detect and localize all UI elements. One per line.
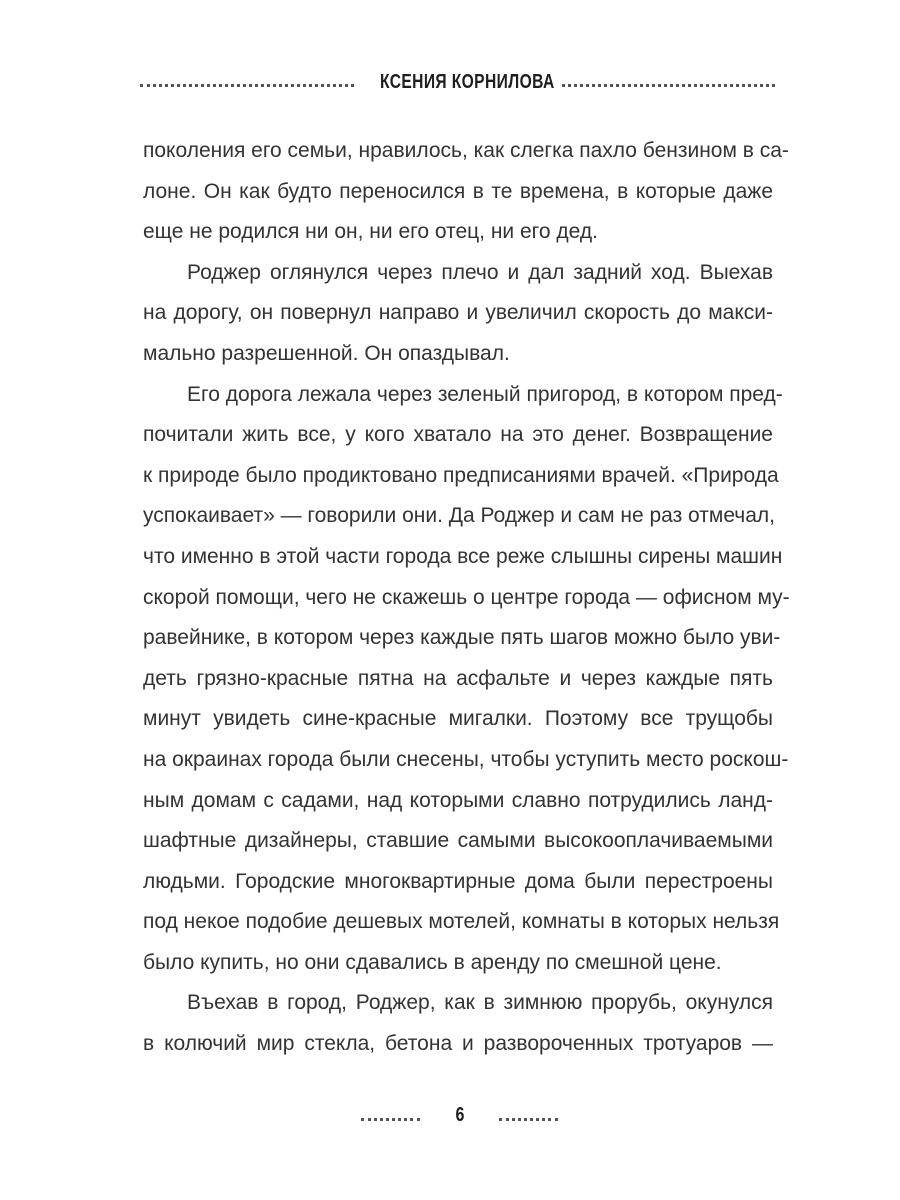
text-line: шафтные дизайнеры, ставшие самыми высокооплачиваемыми — [143, 829, 773, 853]
text-line: под некое подобие дешевых мотелей, комнаты в которых нельзя — [143, 910, 780, 934]
text-line: к природе было продиктовано предписаниями врачей. «Природа — [143, 463, 779, 487]
running-header-author: КСЕНИЯ КОРНИЛОВА — [380, 71, 555, 93]
text-line: минут увидеть сине-красные мигалки. Поэтому все трущобы — [143, 707, 773, 731]
text-line: ным домам с садами, над которыми славно потрудились ланд- — [143, 788, 773, 812]
header-rule-right — [562, 84, 775, 87]
text-line: Его дорога лежала через зеленый пригород, в котором пред- — [187, 382, 783, 406]
page-number: 6 — [455, 1104, 465, 1126]
text-line: на окраинах города были снесены, чтобы уступить место роскош- — [143, 747, 789, 771]
footer-rule-right — [499, 1118, 558, 1121]
text-line: скорой помощи, чего не скажешь о центре города — офисном му- — [143, 585, 790, 609]
text-line: лоне. Он как будто переносился в те времена, в которые даже — [143, 179, 773, 203]
text-line: на дорогу, он повернул направо и увеличил скорость до макси- — [143, 301, 773, 325]
text-line: в колючий мир стекла, бетона и развороченных тротуаров — — [143, 1032, 773, 1056]
text-line: равейнике, в котором через каждые пять шагов можно было уви- — [143, 626, 781, 650]
text-line: еще не родился ни он, ни его отец, ни его дед. — [143, 220, 598, 244]
text-line: мально разрешенной. Он опаздывал. — [143, 341, 510, 365]
text-line: деть грязно-красные пятна на асфальте и через каждые пять — [143, 666, 773, 690]
text-line: Въехав в город, Роджер, как в зимнюю прорубь, окунулся — [187, 991, 773, 1015]
page-body — [143, 131, 790, 1065]
text-line: почитали жить все, у кого хватало на это денег. Возвращение — [143, 423, 773, 447]
text-line: что именно в этой части города все реже слышны сирены машин — [143, 544, 783, 568]
footer-rule-left — [361, 1118, 420, 1121]
header-rule-left — [140, 84, 354, 87]
text-line: успокаивает» — говорили они. Да Роджер и сам не раз отмечал, — [143, 504, 776, 528]
text-line: поколения его семьи, нравилось, как слегка пахло бензином в са- — [143, 139, 789, 162]
text-line: было купить, но они сдавались в аренду по смешной цене. — [143, 950, 722, 974]
text-line: Роджер оглянулся через плечо и дал задний ход. Выехав — [187, 260, 773, 284]
text-line: людьми. Городские многоквартирные дома были перестроены — [143, 869, 773, 893]
